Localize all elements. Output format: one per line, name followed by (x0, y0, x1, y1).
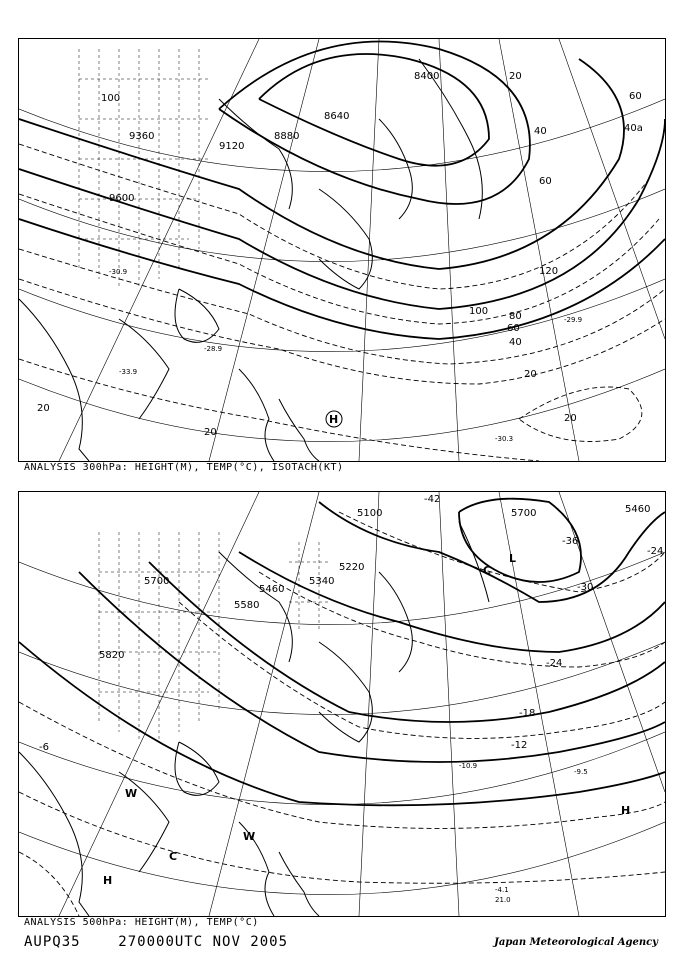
label-temp-42: -42 (424, 494, 441, 505)
label-isotach-80: 80 (509, 311, 522, 322)
label-isotach-100: 100 (469, 306, 489, 317)
temp-label-5: -29.9 (564, 316, 583, 324)
label-misc-20a: 20 (37, 403, 50, 414)
hatched-region (79, 49, 209, 289)
label-misc-100: 100 (101, 93, 121, 104)
obs-label-3: -4.1 (495, 886, 509, 894)
label-misc-20c: 20 (564, 413, 577, 424)
label-isotach-60b: 60 (507, 323, 520, 334)
coastlines (19, 59, 482, 461)
caption-300hpa: ANALYSIS 300hPa: HEIGHT(M), TEMP(°C), ISOTACH(KT) (24, 462, 344, 473)
height-contours (19, 42, 665, 340)
obs-label-4: 21.0 (495, 896, 511, 904)
label-9120: 9120 (219, 141, 245, 152)
label-isotach-120: 120 (539, 266, 559, 277)
label-9360: 9360 (129, 131, 155, 142)
obs-label-2: -10.9 (459, 762, 478, 770)
warm-center-symbol-1: W (125, 787, 138, 800)
map-500hpa-canvas (19, 492, 665, 916)
warm-center-symbol-2: W (243, 830, 256, 843)
label-5340: 5340 (309, 576, 335, 587)
high-symbol-1: H (103, 874, 113, 887)
label-5220: 5220 (339, 562, 365, 573)
label-5100: 5100 (357, 508, 383, 519)
label-isotach-40: 40 (534, 126, 547, 137)
temp-label-3: -33.9 (119, 368, 138, 376)
label-5580: 5580 (234, 600, 260, 611)
obs-label-1: -9.5 (574, 768, 588, 776)
label-9600: 9600 (109, 193, 135, 204)
map-300hpa (18, 38, 666, 462)
label-isotach-20b: 20 (524, 369, 537, 380)
label-temp-18: -18 (519, 708, 536, 719)
temp-label-1: -30.9 (109, 268, 128, 276)
label-5820: 5820 (99, 650, 125, 661)
map-500hpa (18, 491, 666, 917)
high-symbol-2: H (621, 804, 631, 817)
label-8400: 8400 (414, 71, 440, 82)
lat-lon-grid (19, 492, 665, 916)
hatched-region (99, 532, 329, 742)
label-temp-36: -36 (562, 536, 579, 547)
label-temp-12: -12 (511, 740, 528, 751)
label-isotach-20: 20 (509, 71, 522, 82)
label-temp-24: -24 (546, 658, 563, 669)
label-8880: 8880 (274, 131, 300, 142)
label-misc-40a: 40a (624, 123, 643, 134)
high-pressure-symbol: H (329, 413, 339, 426)
label-isotach-40b: 40 (509, 337, 522, 348)
label-temp-24b: -24 (647, 546, 664, 557)
agency-name: Japan Meteorological Agency (494, 937, 658, 948)
label-temp-6: -6 (39, 742, 49, 753)
label-5700: 5700 (144, 576, 170, 587)
cold-center-symbol-2: C (169, 850, 178, 863)
label-misc-60: 60 (629, 91, 642, 102)
map-300hpa-canvas (19, 39, 665, 461)
label-8640: 8640 (324, 111, 350, 122)
label-5700b: 5700 (511, 508, 537, 519)
chart-code: AUPQ35 (24, 934, 81, 950)
label-5460: 5460 (259, 584, 285, 595)
chart-identifier (24, 934, 288, 950)
label-misc-20b: 20 (204, 427, 217, 438)
caption-500hpa: ANALYSIS 500hPa: HEIGHT(M), TEMP(°C) (24, 917, 259, 928)
label-5460b: 5460 (625, 504, 651, 515)
coastlines (19, 522, 492, 916)
chart-timestamp: 270000UTC NOV 2005 (118, 934, 289, 950)
cold-center-symbol: C (483, 564, 492, 577)
label-temp-30: -30 (577, 582, 594, 593)
temp-label-2: -28.9 (204, 345, 223, 353)
temp-label-4: -30.3 (495, 435, 514, 443)
low-pressure-symbol: L (509, 552, 517, 565)
label-isotach-60: 60 (539, 176, 552, 187)
